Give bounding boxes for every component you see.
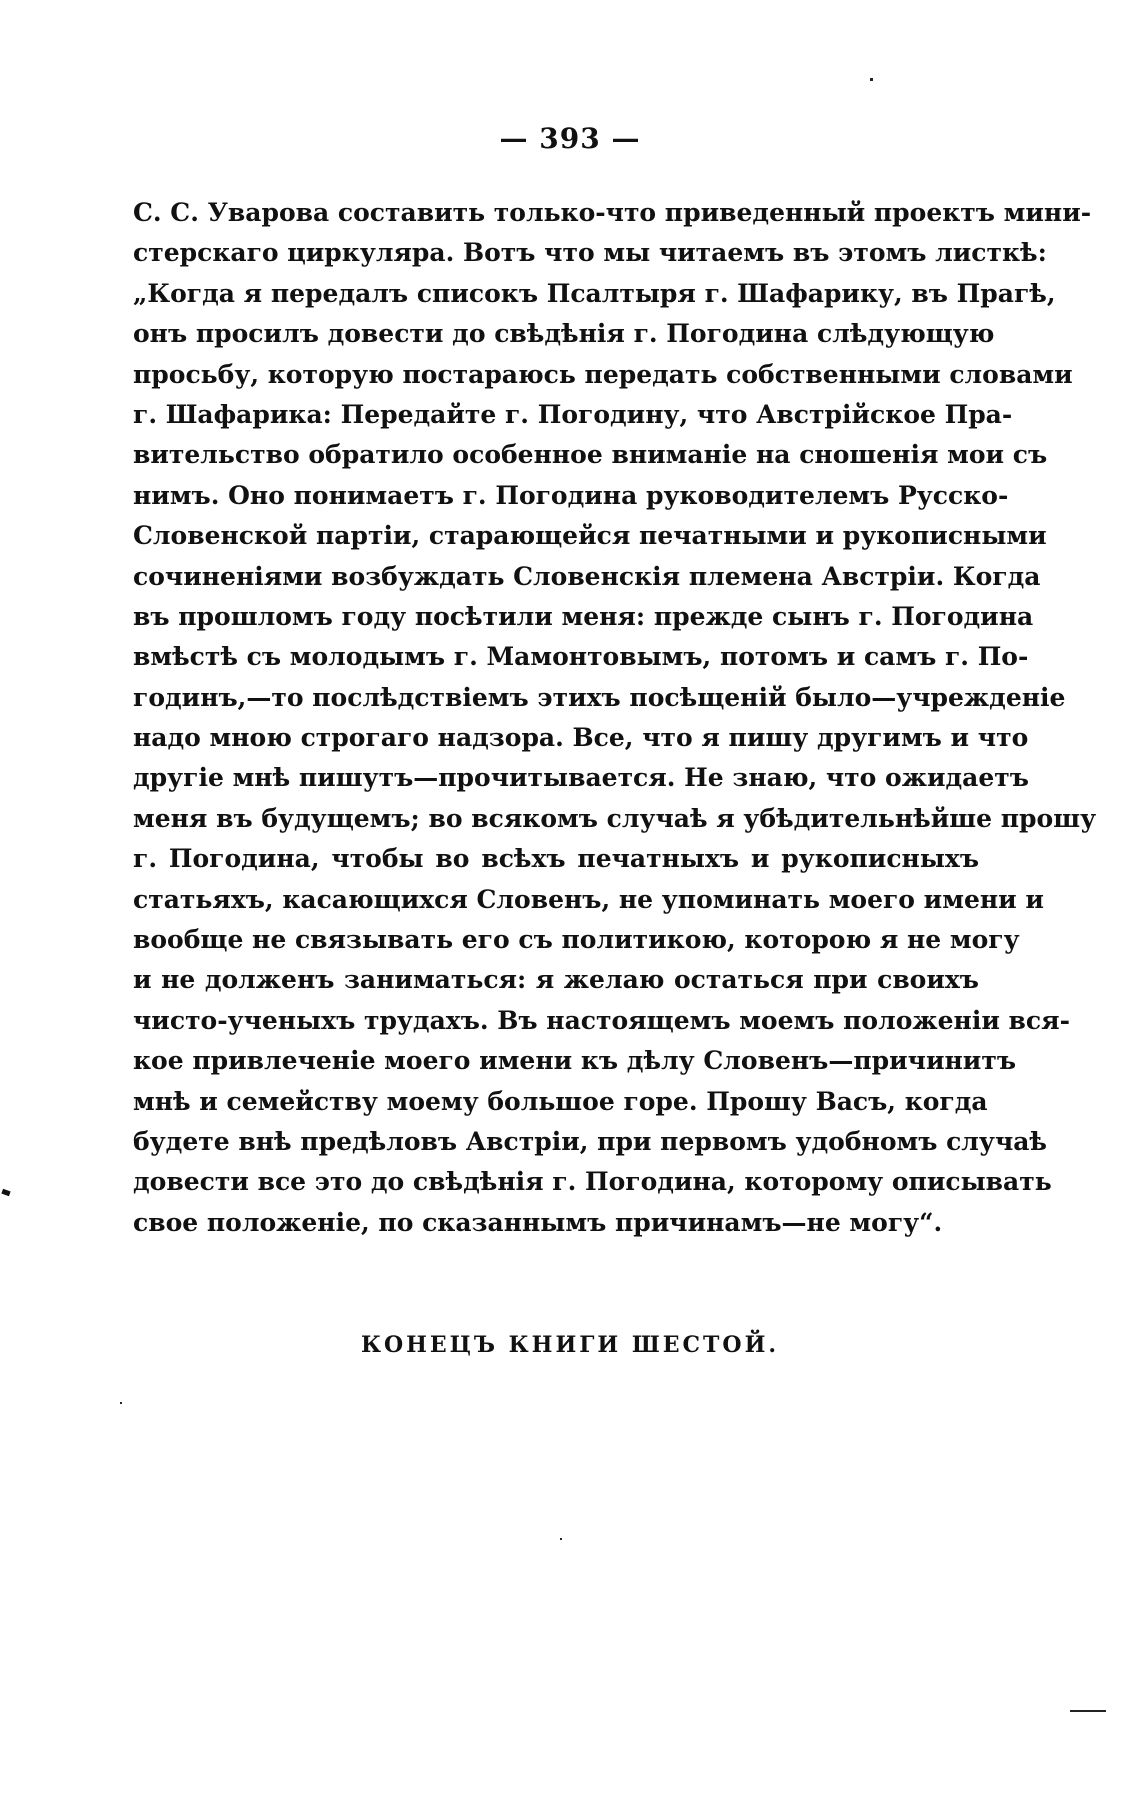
- body-text: [133, 193, 1097, 1243]
- text-line: сочиненіями возбуждать Словенскія племена Австріи. Когда: [133, 561, 1041, 591]
- scan-mark: [1, 1189, 10, 1196]
- end-of-book-title: КОНЕЦЪ КНИГИ ШЕСТОЙ.: [360, 1332, 780, 1358]
- text-line: стерскаго циркуляра. Вотъ что мы читаемъ въ этомъ листкѣ:: [133, 238, 1047, 268]
- page-number: — 393 —: [499, 122, 641, 155]
- text-line: другіе мнѣ пишутъ—прочитывается. Не знаю, что ожидаетъ: [133, 763, 1029, 793]
- text-line-last: свое положеніе, по сказаннымъ причинамъ—не могу“.: [133, 1207, 943, 1237]
- text-line: вительство обратило особенное вниманіе на сношенія мои съ: [133, 440, 1048, 470]
- scan-speck: [870, 78, 873, 81]
- text-line: и не долженъ заниматься: я желаю остаться при своихъ: [133, 965, 979, 995]
- text-line: надо мною строгаго надзора. Все, что я пишу другимъ и что: [133, 723, 1029, 753]
- text-line: годинъ,—то послѣдствіемъ этихъ посѣщеній было—учрежденіе: [133, 682, 1066, 712]
- text-line: вообще не связывать его съ политикою, которою я не могу: [133, 925, 1020, 955]
- text-line: вмѣстѣ съ молодымъ г. Мамонтовымъ, потомъ и самъ г. По-: [133, 642, 1029, 672]
- text-line: въ прошломъ году посѣтили меня: прежде сынъ г. Погодина: [133, 601, 1034, 631]
- scan-dash: [1070, 1710, 1106, 1712]
- text-line: статьяхъ, касающихся Словенъ, не упоминать моего имени и: [133, 884, 1044, 914]
- scan-speck: [120, 1402, 122, 1404]
- text-line: меня въ будущемъ; во всякомъ случаѣ я убѣдительнѣйше прошу: [133, 803, 1097, 833]
- text-line: просьбу, которую постараюсь передать собственными словами: [133, 359, 1073, 389]
- text-line: „Когда я передалъ списокъ Псалтыря г. Шафарику, въ Прагѣ,: [133, 278, 1056, 308]
- text-line: кое привлеченіе моего имени къ дѣлу Словенъ—причинитъ: [133, 1046, 1017, 1076]
- text-line: нимъ. Оно понимаетъ г. Погодина руководителемъ Русско-: [133, 480, 1009, 510]
- text-line: мнѣ и семейству моему большое горе. Прошу Васъ, когда: [133, 1086, 988, 1116]
- text-line: г. Погодина, чтобы во всѣхъ печатныхъ и рукописныхъ: [133, 844, 979, 874]
- text-line: С. С. Уварова составить только-что приведенный проектъ мини-: [133, 198, 1092, 227]
- scan-speck: [560, 1538, 562, 1540]
- text-line: довести все это до свѣдѣнія г. Погодина, которому описывать: [133, 1167, 1052, 1197]
- text-line: г. Шафарика: Передайте г. Погодину, что Австрійское Пра-: [133, 399, 1013, 429]
- text-line: чисто-ученыхъ трудахъ. Въ настоящемъ моемъ положеніи вся-: [133, 1005, 1070, 1035]
- text-line: будете внѣ предѣловъ Австріи, при первомъ удобномъ случаѣ: [133, 1126, 1048, 1156]
- text-line: Словенской партіи, старающейся печатными и рукописными: [133, 521, 1047, 551]
- text-line: онъ просилъ довести до свѣдѣнія г. Погодина слѣдующую: [133, 319, 995, 349]
